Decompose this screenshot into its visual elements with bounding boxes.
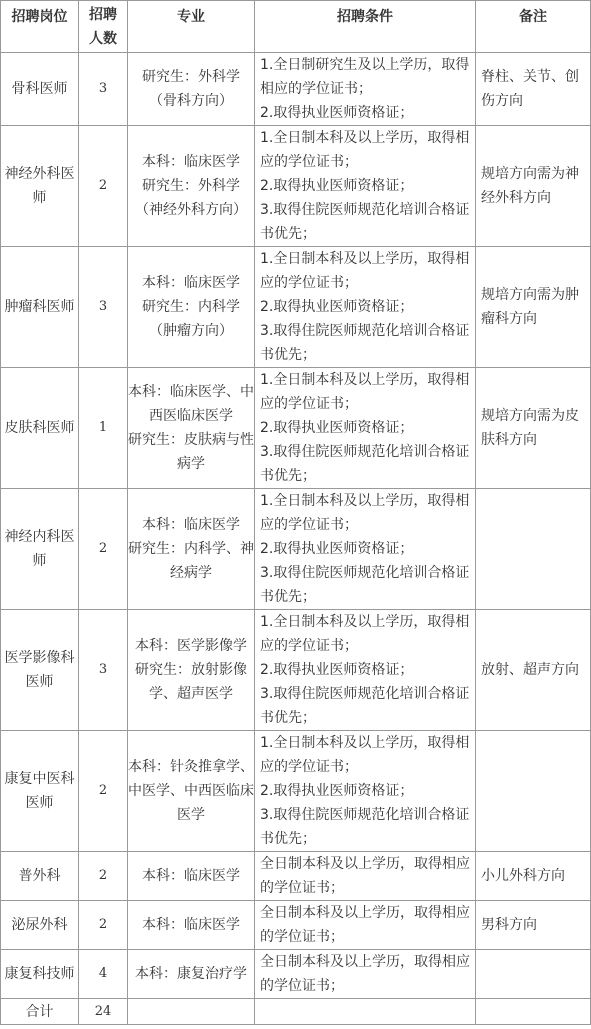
condition-line: 3.取得住院医师规范化培训合格证书优先； [260, 686, 470, 726]
condition-line: 全日制本科及以上学历，取得相应的学位证书； [260, 954, 470, 994]
major-cell [128, 901, 255, 950]
header-row [1, 1, 591, 53]
major-line: （神经外科方向） [135, 202, 247, 218]
condition-line: 3.取得住院医师规范化培训合格证书优先； [260, 565, 470, 605]
count-cell: 4 [79, 950, 128, 999]
table-row [1, 368, 591, 489]
condition-line: 2.取得执业医师资格证； [260, 662, 414, 678]
count-cell: 2 [79, 126, 128, 247]
position-cell: 神经内科医师 [1, 489, 79, 610]
major-line: 研究生：外科学 [142, 69, 240, 85]
position-cell: 泌尿外科 [1, 901, 79, 950]
major-line: 本科：针灸推拿学、中医学、中西医临床医学 [128, 759, 254, 823]
condition-line: 1.全日制本科及以上学历，取得相应的学位证书； [260, 493, 470, 533]
major-line: 本科：临床医学 [142, 868, 240, 884]
count-cell: 3 [79, 610, 128, 731]
note-cell: 脊柱、关节、创伤方向 [476, 53, 591, 126]
major-cell [128, 368, 255, 489]
header-note: 备注 [476, 1, 591, 53]
conditions-cell [255, 368, 476, 489]
condition-line: 2.取得执业医师资格证； [260, 541, 414, 557]
conditions-cell [255, 731, 476, 852]
condition-line: 1.全日制研究生及以上学历，取得相应的学位证书； [260, 57, 470, 97]
major-line: 本科：医学影像学 [135, 638, 247, 654]
major-line: （骨科方向） [149, 93, 233, 109]
count-cell: 3 [79, 247, 128, 368]
position-cell: 神经外科医师 [1, 126, 79, 247]
condition-line: 2.取得执业医师资格证； [260, 420, 414, 436]
major-cell [128, 852, 255, 901]
empty-cell [255, 999, 476, 1025]
table-row [1, 489, 591, 610]
count-cell: 2 [79, 489, 128, 610]
major-line: 研究生：内科学、神经病学 [128, 541, 254, 581]
header-position: 招聘岗位 [1, 1, 79, 53]
table-row [1, 731, 591, 852]
note-cell: 规培方向需为肿瘤科方向 [476, 247, 591, 368]
count-cell: 1 [79, 368, 128, 489]
condition-line: 1.全日制本科及以上学历，取得相应的学位证书； [260, 372, 470, 412]
major-line: 研究生：外科学 [142, 178, 240, 194]
conditions-cell [255, 950, 476, 999]
conditions-cell [255, 126, 476, 247]
condition-line: 2.取得执业医师资格证； [260, 299, 414, 315]
note-cell: 规培方向需为神经外科方向 [476, 126, 591, 247]
major-cell [128, 489, 255, 610]
condition-line: 3.取得住院医师规范化培训合格证书优先； [260, 807, 470, 847]
count-cell: 2 [79, 731, 128, 852]
table-row [1, 247, 591, 368]
major-line: 研究生：皮肤病与性病学 [128, 432, 254, 472]
total-row [1, 999, 591, 1025]
condition-line: 全日制本科及以上学历，取得相应的学位证书； [260, 856, 470, 896]
note-cell: 放射、超声方向 [476, 610, 591, 731]
table-row [1, 950, 591, 999]
table-row [1, 852, 591, 901]
condition-line: 2.取得执业医师资格证； [260, 105, 414, 121]
condition-line: 1.全日制本科及以上学历，取得相应的学位证书； [260, 251, 470, 291]
table-row [1, 126, 591, 247]
condition-line: 2.取得执业医师资格证； [260, 178, 414, 194]
condition-line: 1.全日制本科及以上学历，取得相应的学位证书； [260, 614, 470, 654]
major-line: 本科：康复治疗学 [135, 966, 247, 982]
position-cell: 医学影像科医师 [1, 610, 79, 731]
empty-cell [476, 999, 591, 1025]
header-major: 专业 [128, 1, 255, 53]
condition-line: 全日制本科及以上学历，取得相应的学位证书； [260, 905, 470, 945]
header-conditions: 招聘条件 [255, 1, 476, 53]
major-line: 研究生：内科学 [142, 299, 240, 315]
major-cell [128, 53, 255, 126]
major-line: 本科：临床医学 [142, 275, 240, 291]
major-cell [128, 126, 255, 247]
note-cell [476, 731, 591, 852]
table-row [1, 53, 591, 126]
conditions-cell [255, 489, 476, 610]
condition-line: 1.全日制本科及以上学历，取得相应的学位证书； [260, 735, 470, 775]
major-cell [128, 731, 255, 852]
conditions-cell [255, 901, 476, 950]
total-label: 合计 [1, 999, 79, 1025]
count-cell: 2 [79, 901, 128, 950]
position-cell: 普外科 [1, 852, 79, 901]
major-line: 本科：临床医学 [142, 517, 240, 533]
position-cell: 皮肤科医师 [1, 368, 79, 489]
conditions-cell [255, 852, 476, 901]
empty-cell [128, 999, 255, 1025]
position-cell: 肿瘤科医师 [1, 247, 79, 368]
table-row [1, 610, 591, 731]
note-cell: 小儿外科方向 [476, 852, 591, 901]
major-line: （肿瘤方向） [149, 323, 233, 339]
position-cell: 康复中医科医师 [1, 731, 79, 852]
note-cell [476, 489, 591, 610]
major-line: 本科：临床医学 [142, 154, 240, 170]
note-cell: 规培方向需为皮肤科方向 [476, 368, 591, 489]
position-cell: 骨科医师 [1, 53, 79, 126]
note-cell [476, 950, 591, 999]
condition-line: 3.取得住院医师规范化培训合格证书优先； [260, 202, 470, 242]
conditions-cell [255, 53, 476, 126]
table-row [1, 901, 591, 950]
position-cell: 康复科技师 [1, 950, 79, 999]
count-cell: 3 [79, 53, 128, 126]
conditions-cell [255, 247, 476, 368]
count-cell: 2 [79, 852, 128, 901]
condition-line: 1.全日制本科及以上学历，取得相应的学位证书； [260, 130, 470, 170]
major-cell [128, 950, 255, 999]
note-cell: 男科方向 [476, 901, 591, 950]
condition-line: 3.取得住院医师规范化培训合格证书优先； [260, 444, 470, 484]
major-line: 本科：临床医学、中西医临床医学 [128, 384, 254, 424]
header-count: 招聘人数 [79, 1, 128, 53]
major-line: 本科：临床医学 [142, 917, 240, 933]
total-count: 24 [79, 999, 128, 1025]
major-cell [128, 247, 255, 368]
conditions-cell [255, 610, 476, 731]
major-line: 研究生：放射影像学、超声医学 [135, 662, 247, 702]
condition-line: 2.取得执业医师资格证； [260, 783, 414, 799]
major-cell [128, 610, 255, 731]
condition-line: 3.取得住院医师规范化培训合格证书优先； [260, 323, 470, 363]
